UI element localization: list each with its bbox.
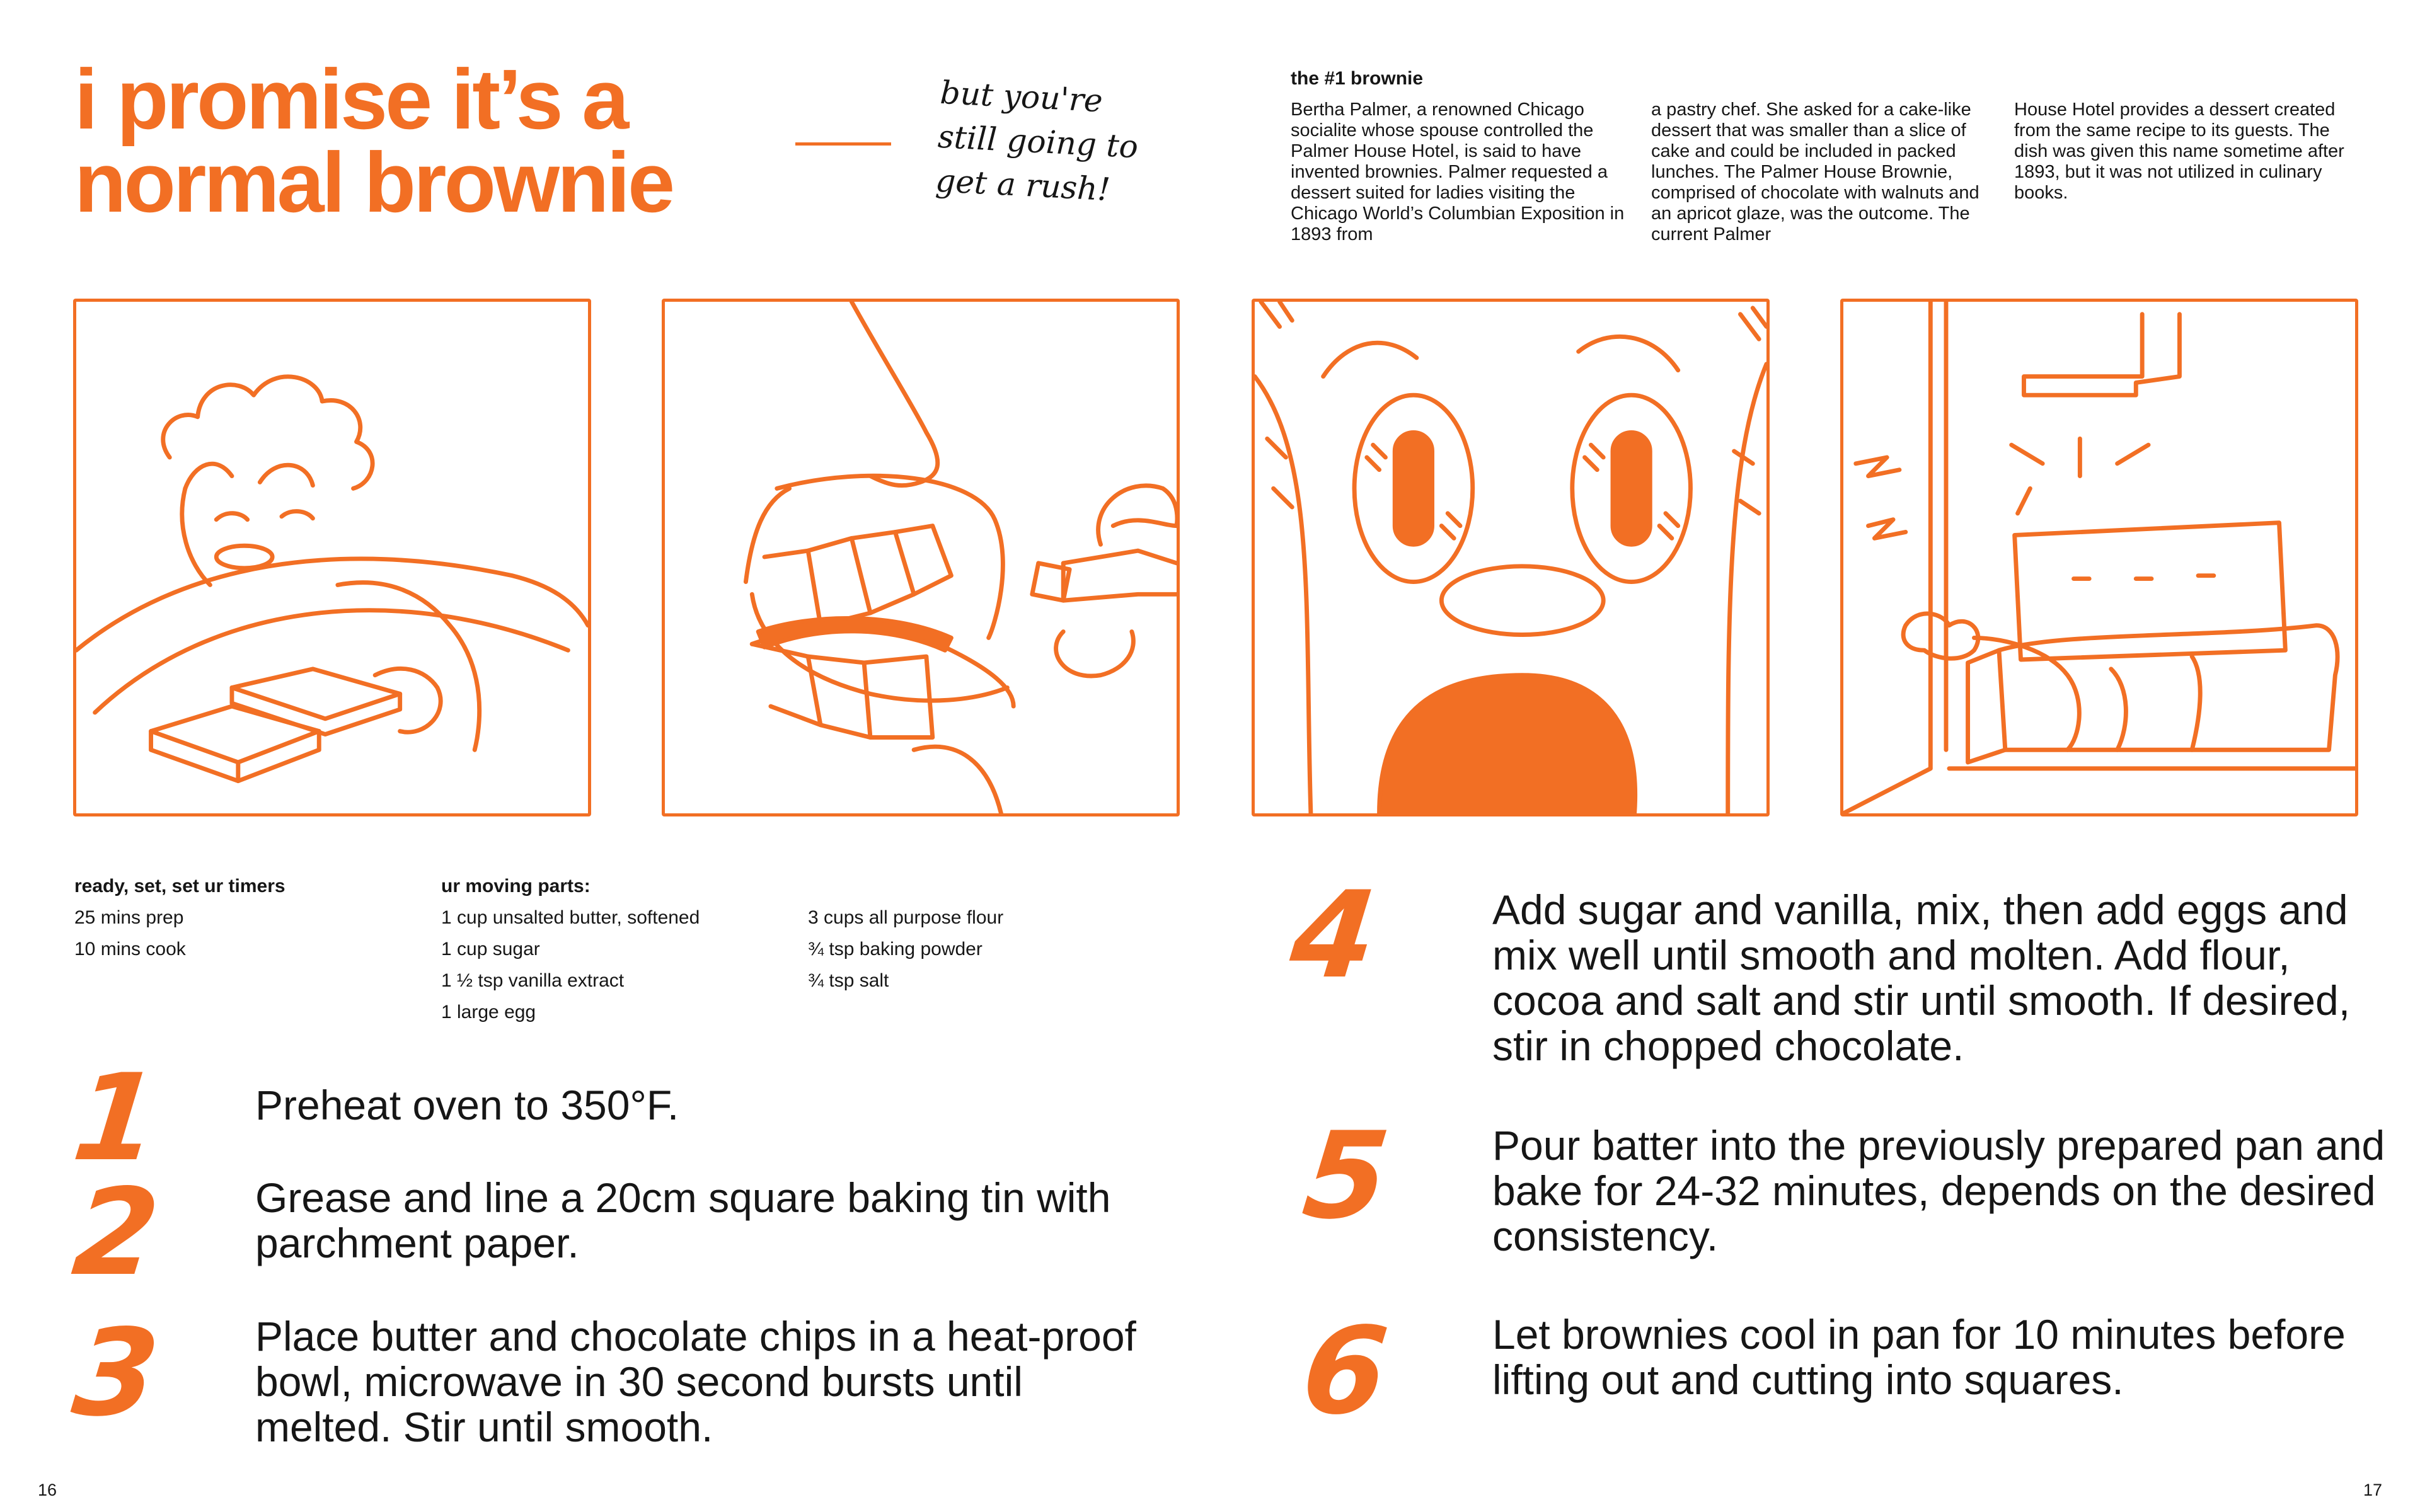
ingredients-label: ur moving parts: — [441, 876, 591, 896]
timers-label: ready, set, set ur timers — [74, 876, 285, 896]
page-number-left: 16 — [38, 1480, 57, 1499]
step-number-3: 3 — [67, 1303, 165, 1443]
illustration-collapsed-on-couch — [1843, 302, 2355, 813]
comic-panel-1 — [73, 299, 591, 816]
history-column-3: House Hotel provides a dessert created from the same recipe to its guests. The dish was given this name sometime after 1893, but it was not utilized in culinary books. — [2014, 100, 2344, 203]
comic-panel-2 — [662, 299, 1180, 816]
ingredients-column-2 — [808, 902, 1003, 997]
ingredient-item: 1 large egg — [441, 1002, 536, 1022]
timers-list — [74, 902, 186, 965]
step-text-3: Place butter and chocolate chips in a heat-proof bowl, microwave in 30 second bursts until melted. Stir until smooth. — [255, 1313, 1136, 1450]
comic-panel-4 — [1840, 299, 2358, 816]
ingredients-column-1 — [441, 902, 700, 1028]
history-column-1: Bertha Palmer, a renowned Chicago socialite whose spouse controlled the Palmer House Hotel, is said to have invented brownies. Palmer requested a dessert suited for ladies visiting the Chicago World’s Columbian Exposition in 1893 from — [1291, 100, 1625, 244]
page-title — [74, 52, 673, 231]
step-number-4: 4 — [1284, 866, 1383, 1005]
title-line-2: normal brownie — [74, 135, 673, 231]
comic-panel-3 — [1252, 299, 1770, 816]
ingredient-item: ¾ tsp salt — [808, 970, 889, 991]
step-number-2: 2 — [67, 1163, 165, 1302]
title-dash — [795, 142, 891, 146]
handwritten-line: get a rush! — [935, 162, 1112, 209]
ingredient-item: 1 cup unsalted butter, softened — [441, 907, 700, 928]
page-number-right: 17 — [2363, 1480, 2383, 1499]
step-number-6: 6 — [1296, 1302, 1394, 1441]
handwritten-line: but you're — [939, 74, 1104, 120]
ingredient-item: 1 cup sugar — [441, 939, 540, 959]
illustration-biting-brownie — [665, 302, 1177, 813]
step-text-4: Add sugar and vanilla, mix, then add eggs and mix well until smooth and molten. Add flour, cocoa and salt and stir until smooth. If desired, stir in chopped chocolate. — [1492, 886, 2351, 1069]
step-text-5: Pour batter into the previously prepared pan and bake for 24-32 minutes, depends on the desired consistency. — [1492, 1122, 2385, 1259]
prep-time: 25 mins prep — [74, 907, 184, 928]
ingredient-item: 3 cups all purpose flour — [808, 907, 1004, 928]
history-title: the #1 brownie — [1291, 68, 1424, 89]
history-column-2: a pastry chef. She asked for a cake-like dessert that was smaller than a slice of cake and could be included in packed lunches. The Palmer House Brownie, comprised of chocolate with walnuts and an apricot glaze, was the outcome. The current Palmer — [1651, 100, 1979, 244]
title-line-1: i promise it’s a — [74, 52, 627, 147]
cook-time: 10 mins cook — [74, 939, 186, 959]
step-text-2: Grease and line a 20cm square baking tin with parchment paper. — [255, 1174, 1111, 1266]
handwritten-line: still going to — [936, 118, 1139, 166]
ingredient-item: 1 ½ tsp vanilla extract — [441, 970, 625, 991]
step-text-6: Let brownies cool in pan for 10 minutes before lifting out and cutting into squares. — [1492, 1311, 2346, 1403]
step-number-5: 5 — [1297, 1106, 1395, 1246]
ingredient-item: ¾ tsp baking powder — [808, 939, 982, 959]
handwritten-note — [935, 71, 1142, 213]
illustration-shocked-face — [1255, 302, 1766, 813]
step-number-1: 1 — [67, 1048, 165, 1188]
illustration-baking-person — [76, 302, 588, 813]
step-text-1: Preheat oven to 350°F. — [255, 1082, 679, 1128]
